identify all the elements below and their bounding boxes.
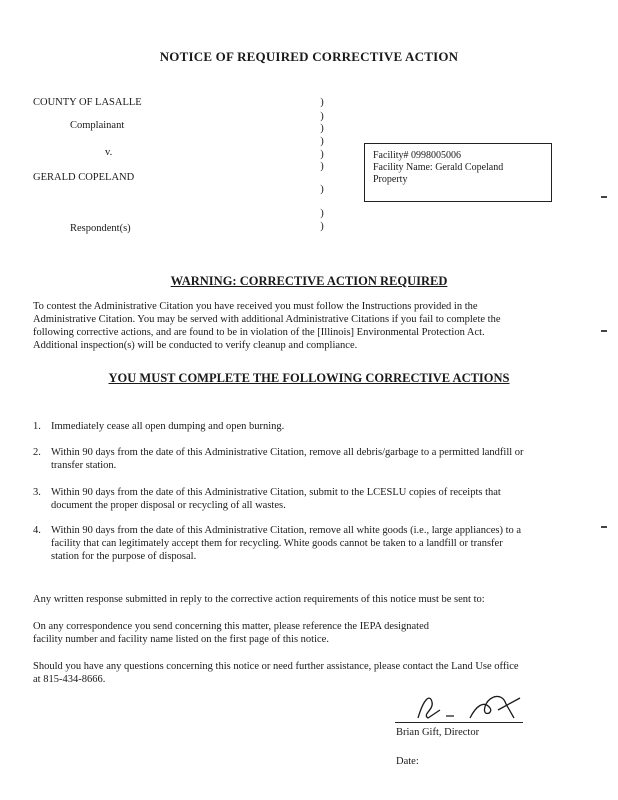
caption-paren: ) (320, 161, 324, 172)
date-label: Date: (396, 756, 419, 767)
document-title: NOTICE OF REQUIRED CORRECTIVE ACTION (159, 49, 459, 64)
action-number: 4. (33, 525, 41, 536)
action-number: 2. (33, 447, 41, 458)
questions-line: Should you have any questions concerning this notice or need further assistance, please contact the Land Use office (33, 661, 519, 672)
caption-paren: ) (320, 149, 324, 160)
warning-heading: WARNING: CORRECTIVE ACTION REQUIRED (170, 274, 448, 288)
signature-scribble (410, 688, 530, 724)
scan-mark (601, 330, 607, 332)
facility-box (364, 143, 552, 202)
warning-line: Additional inspection(s) will be conducted to verify cleanup and compliance. (33, 340, 358, 351)
action-number: 3. (33, 487, 41, 498)
action-line: Within 90 days from the date of this Administrative Citation, remove all debris/garbage to a permitted landfill or (51, 447, 524, 458)
caption-paren: ) (320, 221, 324, 232)
complainant-label: Complainant (70, 120, 125, 131)
caption-paren: ) (320, 111, 324, 122)
action-number: 1. (33, 421, 41, 432)
action-line: Within 90 days from the date of this Administrative Citation, remove all white goods (i.e., large appliances) to a (51, 525, 522, 536)
caption-paren: ) (320, 184, 324, 195)
caption-paren: ) (320, 97, 324, 108)
action-line: facility that can legitimately accept them for recycling. White goods cannot be taken to a landfill or transfer (51, 538, 503, 549)
signature-line (395, 722, 523, 723)
actions-heading: YOU MUST COMPLETE THE FOLLOWING CORRECTIVE ACTIONS (108, 371, 510, 385)
warning-line: To contest the Administrative Citation you have received you must follow the Instructions provided in the (33, 301, 478, 312)
respondent-name: GERALD COPELAND (33, 172, 135, 183)
action-line: transfer station. (51, 460, 117, 471)
scan-mark (601, 196, 607, 198)
action-line: Within 90 days from the date of this Administrative Citation, submit to the LCESLU copies of receipts that (51, 487, 501, 498)
signer-name: Brian Gift, Director (396, 727, 480, 738)
action-line: document the proper disposal or recycling of all wastes. (51, 500, 286, 511)
warning-line: following corrective actions, and are found to be in violation of the [Illinois] Environmental Protection Act. (33, 327, 485, 338)
action-item (51, 486, 591, 512)
respondent-label: Respondent(s) (70, 223, 131, 234)
scan-mark (601, 526, 607, 528)
caption-paren: ) (320, 136, 324, 147)
warning-paragraph (33, 300, 593, 352)
questions-line: at 815-434-8666. (33, 674, 106, 685)
action-line: Immediately cease all open dumping and open burning. (51, 421, 285, 432)
correspondence-paragraph (33, 620, 593, 646)
action-item (51, 524, 591, 563)
caption-paren: ) (320, 208, 324, 219)
correspondence-line: facility number and facility name listed on the first page of this notice. (33, 634, 329, 645)
facility-name: Facility Name: Gerald Copeland (373, 162, 504, 173)
warning-line: Administrative Citation. You may be served with additional Administrative Citations if you fail to complete the (33, 314, 501, 325)
complainant-name: COUNTY OF LASALLE (33, 97, 142, 108)
facility-name-continued: Property (373, 174, 408, 185)
action-line: station for the purpose of disposal. (51, 551, 197, 562)
caption-paren: ) (320, 123, 324, 134)
questions-paragraph (33, 660, 593, 686)
correspondence-line: On any correspondence you send concerning this matter, please reference the IEPA designated (33, 621, 430, 632)
action-item (51, 446, 591, 472)
versus-label: v. (105, 147, 113, 158)
action-item (51, 420, 591, 433)
response-paragraph: Any written response submitted in reply to the corrective action requirements of this notice must be sent to: (33, 594, 485, 605)
facility-number: Facility# 0998005006 (373, 150, 462, 161)
